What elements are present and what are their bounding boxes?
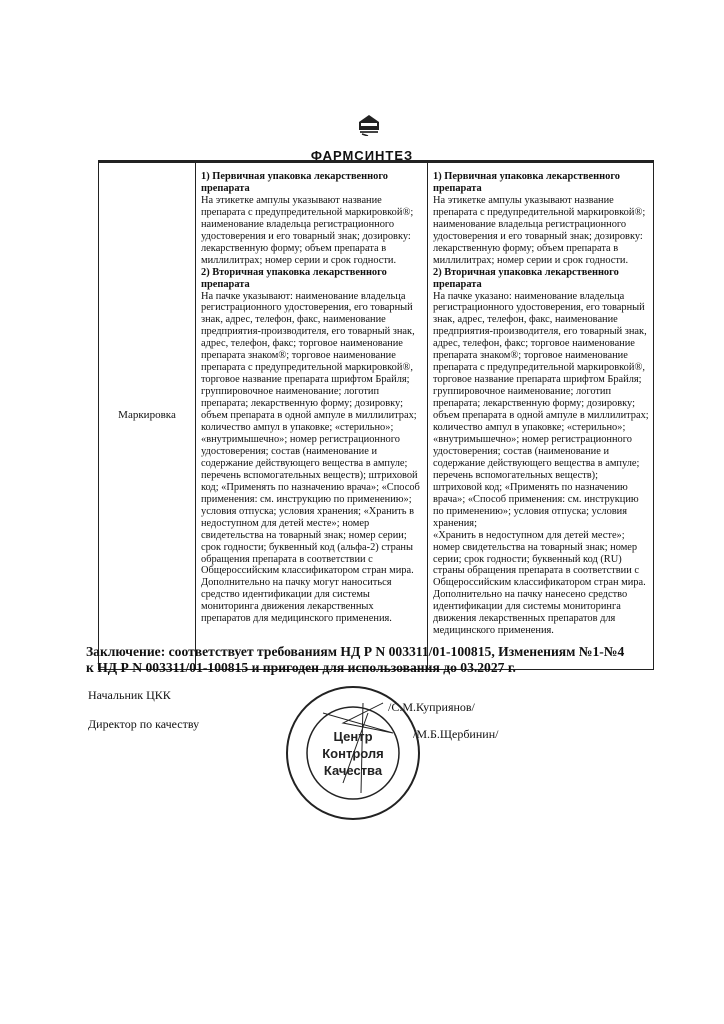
additional-text: Дополнительно на пачку могут наноситься средство идентификации для системы мониторинга движения лекарственных препаратов для медицинского применения. xyxy=(201,577,392,625)
storage-text: «Хранить в недоступном для детей месте»; номер свидетельства на товарный знак; номер серии; срок годности; буквенный код (RU) страны обращения препарата в соответствии с Общероссийским классификатором стран мира. xyxy=(433,529,646,589)
actual-text-cell xyxy=(428,163,654,670)
signature-name-1: /С.М.Куприянов/ xyxy=(388,700,475,714)
primary-packaging-text: На этикетке ампулы указывают название препарата с предупредительной маркировкой®; наименование владельца регистрационного удостоверения и его товарный знак; дозировку: лекарственную форму; объем препарата в миллилитрах; номер серии и срок годности. xyxy=(433,194,646,266)
secondary-packaging-text: На пачке указывают: наименование владельца регистрационного удостоверения, его товарный знак, адрес, телефон, факс, наименование предприятия-производителя, его товарный знак, адрес, телефон, факс; торговое наименование препарата знаком®; торговое наименование препарата с предупредительной маркировкой®, торговое название препарата шрифтом Брайля; группировочное наименование; логотип препарата; лекарственную форму; дозировку; объем препарата в одной ампуле в миллилитрах; количество ампул в упаковке; «стерильно»; «внутримышечно»; номер регистрационного удостоверения; состав (наименование и содержание действующего вещества в ампуле; перечень вспомогательных веществ); штриховой код; «Применять по назначению врача»; «Способ применения: см. инструкцию по применению»; условия отпуска; условия хранения; «Хранить в недоступном для детей месте»; номер свидетельства на товарный знак; номер серии; срок годности; буквенный код (альфа-2) страны обращения препарата в соответствии с Общероссийским классификатором стран мира. xyxy=(201,290,420,577)
primary-packaging-text: На этикетке ампулы указывают название препарата с предупредительной маркировкой®; наименование владельца регистрационного удостоверения и его товарный знак; дозировку: лекарственную форму; объем препарата в миллилитрах; номер серии и срок годности. xyxy=(201,194,414,266)
conclusion-line-2: к НД Р N 003311/01-100815 и пригоден для использования до 03.2027 г. xyxy=(86,660,516,675)
table-row xyxy=(99,163,654,670)
svg-text:Центр: Центр xyxy=(333,729,373,744)
company-name: ФАРМСИНТЕЗ xyxy=(310,148,414,163)
primary-packaging-heading: 1) Первичная упаковка лекарственного препарата xyxy=(433,171,620,194)
secondary-packaging-heading: 2) Вторичная упаковка лекарственного препарата xyxy=(201,266,387,290)
svg-text:Контроля: Контроля xyxy=(322,746,384,761)
current-text-cell xyxy=(196,163,428,670)
additional-text: Дополнительно на пачку нанесено средство идентификации для системы мониторинга движения лекарственных препаратов для медицинского применения. xyxy=(433,589,628,637)
company-logo xyxy=(356,112,382,136)
row-label: Маркировка xyxy=(99,163,196,670)
labeling-table xyxy=(98,162,654,670)
quality-control-stamp xyxy=(283,683,423,823)
signature-role-1: Начальник ЦКК xyxy=(88,688,171,702)
secondary-packaging-text: На пачке указано: наименование владельца регистрационного удостоверения, его товарный знак, адрес, телефон, факс, наименование предприятия-производителя, его товарный знак, адрес, телефон, факс; торговое наименование препарата знаком®; торговое наименование препарата с предупредительной маркировкой®, торговое название препарата шрифтом Брайля; группировочное наименование; логотип препарата; лекарственную форму; дозировку; объем препарата в одной ампуле в миллилитрах; количество ампул в упаковке; «стерильно»; «внутримышечно»; номер регистрационного удостоверения; состав (наименование и содержание действующего вещества в ампуле; перечень вспомогательных веществ); штриховой код; «Применять по назначению врача»; «Способ применения: см. инструкцию по применению»; условия отпуска; условия хранения; xyxy=(433,290,649,529)
conclusion xyxy=(86,644,686,676)
primary-packaging-heading: 1) Первичная упаковка лекарственного препарата xyxy=(201,171,388,194)
conclusion-line-1: Заключение: соответствует требованиям НД Р N 003311/01-100815, Изменениям №1-№4 xyxy=(86,644,625,659)
signature-name-2: /М.Б.Щербинин/ xyxy=(413,727,499,741)
secondary-packaging-heading: 2) Вторичная упаковка лекарственного препарата xyxy=(433,266,619,290)
signature-role-2: Директор по качеству xyxy=(88,717,200,731)
svg-text:Качества: Качества xyxy=(323,763,383,778)
